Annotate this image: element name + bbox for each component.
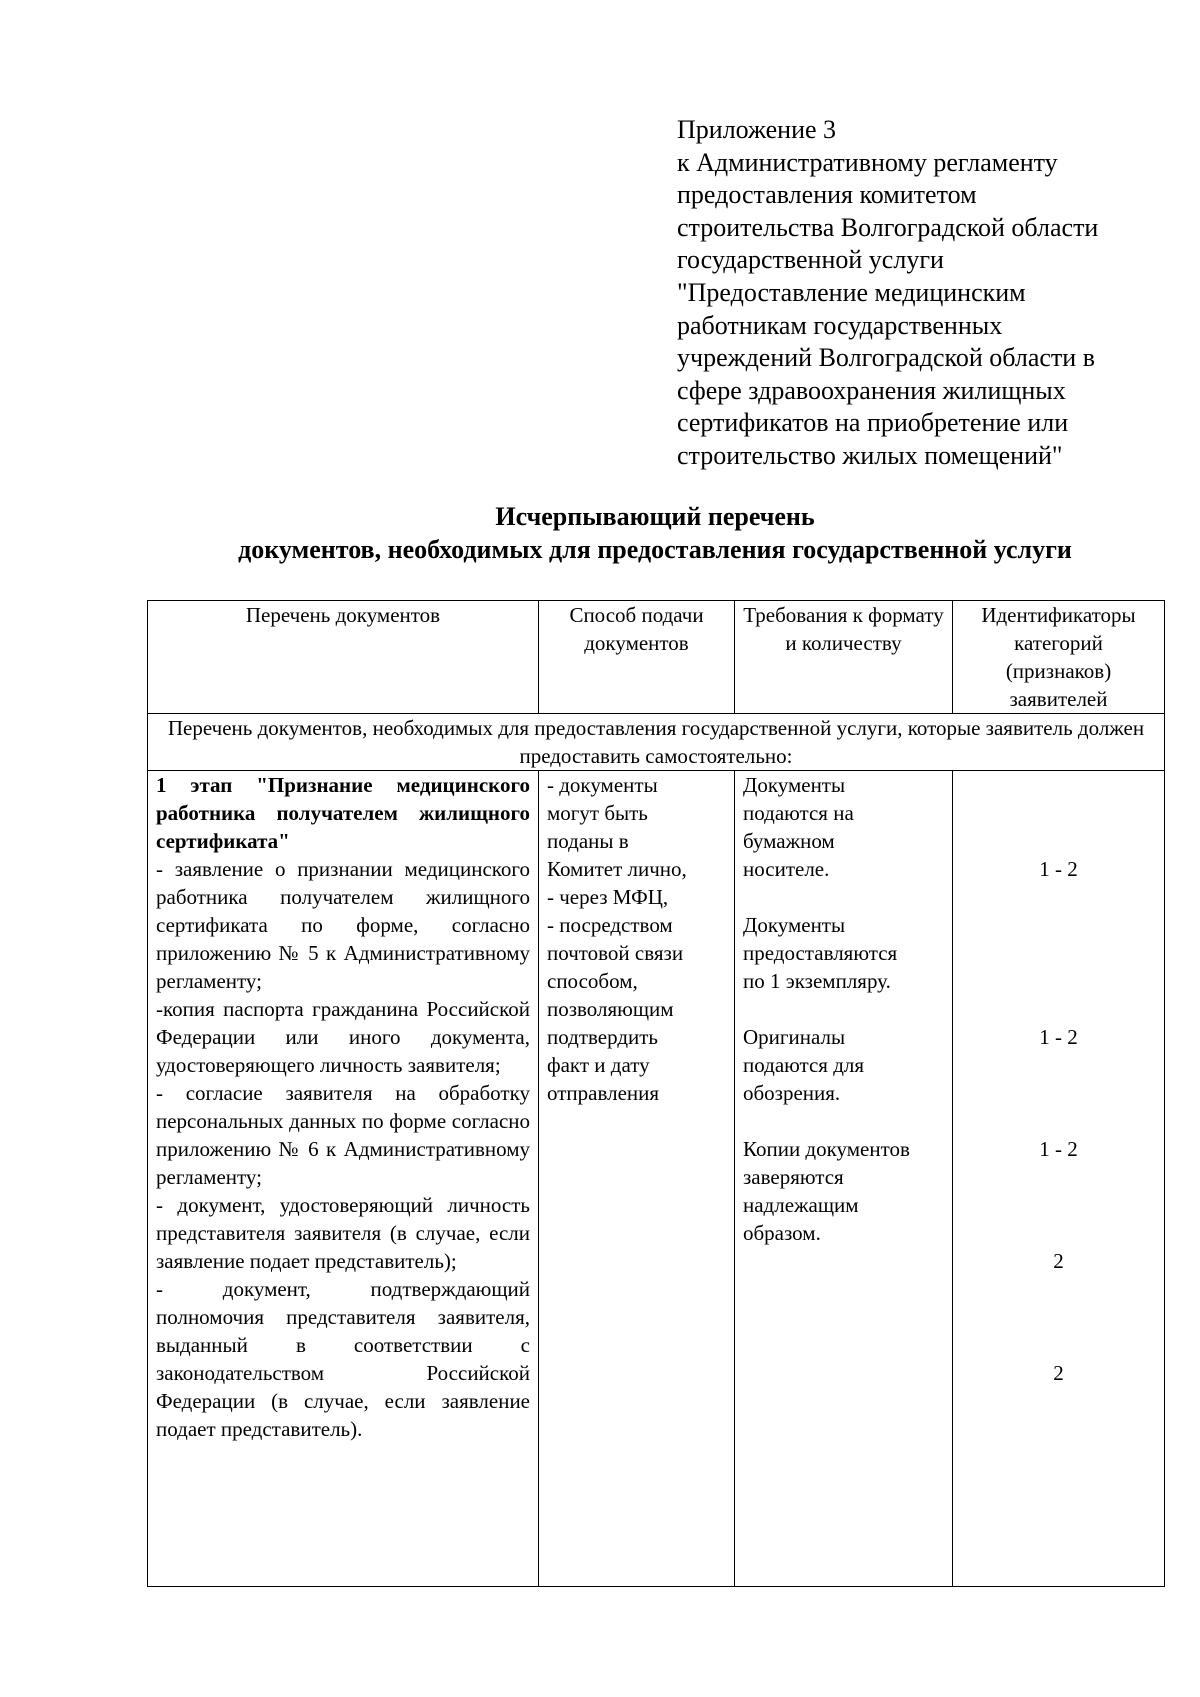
table-header-row (148, 601, 1165, 714)
title-line-2: документов, необходимых для предоставления государственной услуги (238, 535, 1072, 564)
requirement-line: образом. (743, 1221, 821, 1245)
spacer (961, 771, 1156, 799)
submission-line: Комитет лично, (547, 857, 687, 881)
requirement-line: надлежащим (743, 1193, 859, 1217)
document-item: - документ, подтверждающий полномочия представителя заявителя, выданный в соответствии с законодательством Российской Федерации (в случае, если заявление подает представитель). (156, 1277, 530, 1441)
appendix-line: строительство жилых помещений" (677, 440, 1063, 470)
appendix-line: сертификатов на приобретение или (677, 408, 1069, 438)
requirement-line: Документы (743, 773, 846, 797)
document-item: - документ, удостоверяющий личность представителя заявителя (в случае, если заявление подает представитель); (156, 1193, 530, 1273)
appendix-line: учреждений Волгоградской области в (677, 343, 1095, 373)
spacer (743, 883, 944, 911)
appendix-header (677, 114, 1177, 473)
spacer (961, 827, 1156, 855)
spacer (961, 883, 1156, 1023)
identifier-value: 2 (1053, 1249, 1064, 1273)
requirement-line: обозрения. (743, 1081, 841, 1105)
header-requirements: Требования к формату и количеству (735, 601, 953, 714)
document-title (130, 500, 1180, 566)
spacer (743, 995, 944, 1023)
spacer (961, 1163, 1156, 1247)
appendix-line: предоставления комитетом (677, 180, 977, 210)
spacer (961, 1051, 1156, 1135)
identifiers-cell (953, 771, 1165, 1587)
identifier-value: 1 - 2 (1039, 857, 1078, 881)
appendix-line: сфере здравоохранения жилищных (677, 375, 1066, 405)
appendix-line: строительства Волгоградской области (677, 212, 1099, 242)
spacer (961, 799, 1156, 827)
appendix-line: Приложение 3 (677, 115, 837, 144)
submission-cell (539, 771, 735, 1587)
spacer (743, 1107, 944, 1135)
header-documents: Перечень документов (148, 601, 539, 714)
submission-line: позволяющим (547, 997, 674, 1021)
appendix-line: государственной услуги (677, 245, 944, 275)
requirements-cell (735, 771, 953, 1587)
requirement-line: заверяются (743, 1165, 844, 1189)
requirement-line: предоставляются (743, 941, 898, 965)
section-row-text: Перечень документов, необходимых для предоставления государственной услуги, которые заявитель должен предоставить самостоятельно: (148, 714, 1165, 771)
title-line-1: Исчерпывающий перечень (495, 502, 815, 531)
identifier-value: 1 - 2 (1039, 1025, 1078, 1049)
document-item: - заявление о признании медицинского работника получателем жилищного сертификата по форме, согласно приложению № 5 к Административному регламенту; (156, 857, 530, 993)
section-row (148, 714, 1165, 771)
header-identifiers: Идентификаторы категорий (признаков) заявителей (953, 601, 1165, 714)
requirement-line: носителе. (743, 857, 830, 881)
header-submission: Способ подачи документов (539, 601, 735, 714)
requirement-line: Оригиналы (743, 1025, 846, 1049)
submission-line: могут быть (547, 801, 648, 825)
submission-line: факт и дату (547, 1053, 650, 1077)
appendix-line: к Административному регламенту (677, 147, 1058, 177)
submission-line: - документы (547, 773, 658, 797)
appendix-line: "Предоставление медицинским (677, 277, 1026, 307)
stage-row (148, 771, 1165, 1587)
spacer (961, 1275, 1156, 1359)
identifier-value: 1 - 2 (1039, 1137, 1078, 1161)
submission-line: - посредством (547, 913, 673, 937)
submission-line: почтовой связи (547, 941, 684, 965)
document-item: -копия паспорта гражданина Российской Федерации или иного документа, удостоверяющего личность заявителя; (156, 997, 530, 1077)
submission-line: подтвердить (547, 1025, 659, 1049)
requirement-line: Документы (743, 913, 846, 937)
requirement-line: Копии документов (743, 1137, 910, 1161)
requirement-line: бумажном (743, 829, 835, 853)
submission-line: отправления (547, 1081, 660, 1105)
requirement-line: подаются для (743, 1053, 865, 1077)
documents-table (147, 600, 1165, 1587)
requirement-line: подаются на (743, 801, 854, 825)
appendix-line: работникам государственных (677, 310, 1003, 340)
submission-line: поданы в (547, 829, 629, 853)
documents-list-cell (148, 771, 539, 1587)
submission-line: способом, (547, 969, 638, 993)
submission-line: - через МФЦ, (547, 885, 669, 909)
identifier-value: 2 (1053, 1361, 1064, 1385)
stage-title: 1 этап "Признание медицинского работника получателем жилищного сертификата" (156, 773, 530, 853)
requirement-line: по 1 экземпляру. (743, 969, 891, 993)
document-item: - согласие заявителя на обработку персональных данных по форме согласно приложению № 6 к Административному регламенту; (156, 1081, 530, 1189)
